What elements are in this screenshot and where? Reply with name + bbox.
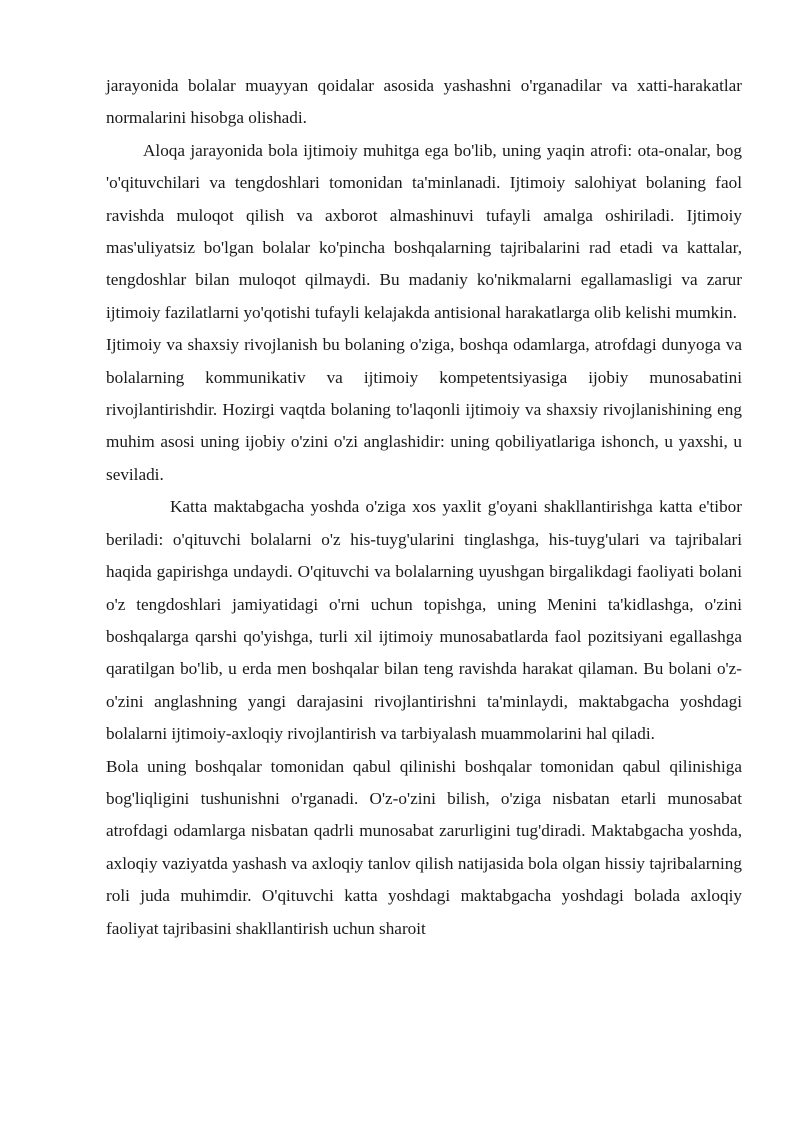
paragraph-1: jarayonida bolalar muayyan qoidalar asosida yashashni o'rganadilar va xatti-harakatlar normalarini hisobga olishadi. bbox=[106, 76, 742, 128]
body-text bbox=[106, 70, 742, 945]
paragraph-3: Ijtimoiy va shaxsiy rivojlanish bu bolaning o'ziga, boshqa odamlarga, atrofdagi dunyoga va bolalarning kommunikativ va ijtimoiy kompetentsiyasiga ijobiy munosabatini rivojlantirishdir. Hozirgi vaqtda bolaning to'laqonli ijtimoiy va shaxsiy rivojlanishining eng muhim asosi uning ijobiy o'zini o'zi anglashidir: uning qobiliyatlariga ishonch, u yaxshi, u seviladi. bbox=[106, 335, 742, 484]
paragraph-2: Aloqa jarayonida bola ijtimoiy muhitga ega bo'lib, uning yaqin atrofi: ota-onalar, bog 'o'qituvchilari va tengdoshlari tomonidan ta'minlanadi. Ijtimoiy salohiyat bolaning faol ravishda muloqot qilish va axborot almashinuvi tufayli amalga oshiriladi. Ijtimoiy mas'uliyatsiz bo'lgan bolalar ko'pincha boshqalarning tajribalarini rad etadi va kattalar, tengdoshlar bilan muloqot qilmaydi. Bu madaniy ko'nikmalarni egallamasligi va zarur ijtimoiy fazilatlarni yo'qotishi tufayli kelajakda antisional harakatlarga olib kelishi mumkin. bbox=[106, 140, 742, 322]
paragraph-5: Bola uning boshqalar tomonidan qabul qilinishi boshqalar tomonidan qabul qilinishiga bog'liqligini tushunishni o'rganadi. O'z-o'zini bilish, o'ziga nisbatan etarli munosabat atrofdagi odamlarga nisbatan qadrli munosabat zarurligini tug'diradi. Maktabgacha yoshda, axloqiy vaziyatda yashash va axloqiy tanlov qilish natijasida bola olgan hissiy tajribalarning roli juda muhimdir. O'qituvchi katta yoshdagi maktabgacha yoshdagi bolada axloqiy faoliyat tajribasini shakllantirish uchun sharoit bbox=[106, 756, 742, 938]
paragraph-4: Katta maktabgacha yoshda o'ziga xos yaxlit g'oyani shakllantirishga katta e'tibor beriladi: o'qituvchi bolalarni o'z his-tuyg'ularini tinglashga, his-tuyg'ulari va tajribalari haqida gapirishga undaydi. O'qituvchi va bolalarning uyushgan birgalikdagi faoliyati bolani o'z tengdoshlari jamiyatidagi o'rni uchun topishga, uning Menini ta'kidlashga, o'zini boshqalarga qarshi qo'yishga, turli xil ijtimoiy munosabatlarda faol pozitsiyani egallashga qaratilgan bo'lib, u erda men boshqalar bilan teng ravishda harakat qilaman. Bu bolani o'z-o'zini anglashning yangi darajasini rivojlantirishni ta'minlaydi, maktabgacha yoshdagi bolalarni ijtimoiy-axloqiy rivojlantirish va tarbiyalash muammolarini hal qiladi. bbox=[106, 497, 742, 744]
